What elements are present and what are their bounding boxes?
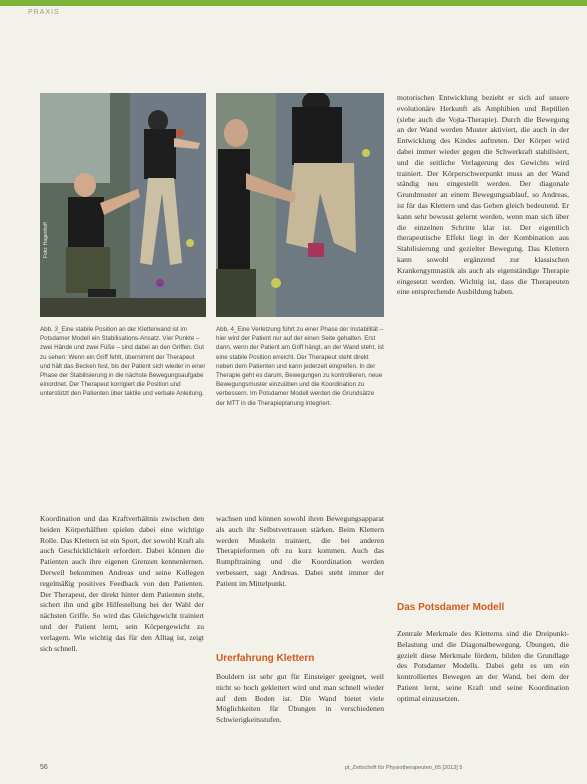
top-accent-bar	[0, 0, 587, 6]
photo1-illustration	[40, 93, 206, 317]
photo-caption-2: Abb. 4_Eine Verletzung führt zu einer Phase der Instabilität – hier wird der Patient nur auf der einen Seite gehalten. Erst dann, wenn der Patient am Griff hängt, an der Wand steht, ist eine stabile Position erreicht. Der Therapeut steht direkt neben dem Patienten und kann jederzeit eingreifen. In der Therapie geht es darum, Bewegungen zu kontrollieren, neue Bewegungsmuster einzuüben und die Koordination zu verbessern. Im Potsdamer Modell werden die Grundsätze der MTT in die Therapieplanung integriert.	[216, 326, 384, 407]
body-column-2: wachsen und können sowohl ihren Bewegungsapparat als auch ihr Selbstvertrauen stärken. Beim Klettern werden Muskeln trainiert, die bei anderen Therapieformen oft zu kurz kommen. Auch das Rumpftraining und die Koordination werden verbessert, sagt Andreas. Dabei steht immer der Patient im Mittelpunkt.	[216, 514, 384, 588]
body-column-1: Koordination und das Kraftverhältnis zwischen den beiden Körperhälften spielen dabei eine wichtige Rolle. Das Klettern ist ein Sport, der sowohl Kraft als auch Geschicklichkeit erfordert. Dabei können die Patienten auch ihre eigenen Grenzen kennenlernen. Derweil bekommen Andreas und seine Kollegen regelmäßig positives Feedback von den Patienten. Der Therapeut, der direkt hinter dem Patienten steht, sichert ihn und gibt Hilfestellung bei der Wahl der nächsten Griffe. So wird das Gleichgewicht trainiert und der Patient lernt, sein Körpergewicht zu verlagern. Wie wichtig das für den Alltag ist, zeigt sich schnell.	[40, 514, 204, 653]
body-column-3: motorischen Entwicklung bezieht er sich auf unsere evolutionäre Herkunft als Amphibien und Reptilien (siehe auch die Vojta-Therapie). Durch die Bewegung an der Wand werden Muster aktiviert, die auch in der Entwicklung des Kindes auftreten. Der Körper wird dabei immer wieder gegen die Schwerkraft stabilisiert, und die seitliche Verlagerung des Gewichts wird trainiert. Der Körperschwerpunkt muss an der Wand ständig neu eingestellt werden. Der diagonale Grundmuster an einem Bewegungsablauf, so Andreas, ist für das Klettern und das Gehen gleich bedeutend. Er kann sehr bewusst gelernt werden, wenn man sich über die einzelnen Schritte klar ist. Der eigentlich therapeutische Effekt liegt in der Kombination aus Stabilisierung und gezielter Bewegung. Das Klettern kann sowohl ergänzend zur klassischen Krankengymnastik als auch als eigenständige Therapie eingesetzt werden. Wichtig ist, dass die Therapeuten eine entsprechende Ausbildung haben.	[397, 93, 569, 297]
heading-potsdamer-modell: Das Potsdamer Modell	[397, 602, 505, 613]
photo2-illustration	[216, 93, 384, 317]
photo-credit: Foto: Hagenhoff	[43, 222, 49, 258]
body-column-2b: Bouldern ist sehr gut für Einsteiger geeignet, weil nicht so hoch geklettert wird und man schnell wieder auf dem Boden ist. Die Wand bietet viele Möglichkeiten für Übungen in verschiedenen Schwierigkeitsstufen.	[216, 672, 384, 725]
photo-climbing-therapy-2	[216, 93, 384, 317]
section-label: PRAXIS	[28, 9, 60, 16]
body-column-3b: Zentrale Merkmale des Kletterns sind die Dreipunkt-Belastung und die Diagonalbewegung. Übungen, die gezielt diese Merkmale fördern, bilden die Grundlage des Potsdamer Modells. Dabei geht es um ein kontrolliertes Bewegen an der Wand, bei dem der Patient lernt, seine Kraft und seine Koordination optimal einzusetzen.	[397, 629, 569, 703]
photo-climbing-therapy-1	[40, 93, 206, 317]
photo-caption-1: Abb. 3_Eine stabile Position an der Kletterwand ist im Potsdamer Modell ein Stabilisations-Ansatz. Vier Punkte – zwei Hände und zwei Füße – sind dabei an den Griffen. Gut zu sehen: Wenn ein Griff fehlt, übernimmt der Therapeut und hält das Becken fest, bis der Patient sich wieder in einer Phase der Stabilisierung in die nächste Bewegungsaufgabe einordnet. Der Therapeut korrigiert die Position und unterstützt den Patienten über taktile und verbale Anleitung.	[40, 326, 206, 398]
footer-source: pt_Zeitschrift für Physiotherapeuten_65 [2013] 5	[345, 765, 463, 771]
page-number: 56	[40, 764, 48, 771]
heading-urerfahrung-klettern: Urerfahrung Klettern	[216, 653, 315, 664]
